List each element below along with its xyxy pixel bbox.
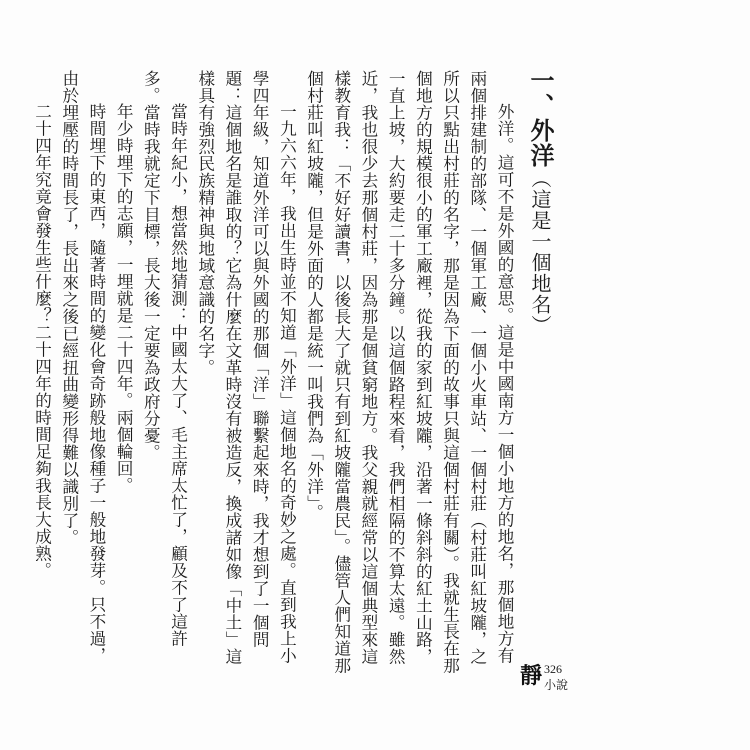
publisher-logo: 靜 [520,664,543,689]
page-footer [520,662,580,702]
paragraph: 時間埋下的東西，隨著時間的變化會奇跡般地像種子一般地發芽。只不過，由於埋壓的時間長了，長出來之後已經扭曲變形得難以識別了。 [59,70,106,665]
paragraph: 當時年紀小，想當然地猜測：中國太大了、毛主席太忙了，顧及不了這許多。當時我就定下目標，長大後一定要為政府分憂。 [141,70,188,648]
paragraph: 外洋。這可不是外國的意思。這是中國南方一個小地方的地名，那個地方有兩個排建制的部隊、一個軍工廠、一個小火車站、一個村莊（村莊叫紅坡隴，之所以只點出村莊的名字，那是因為下面的故事只與這個村莊有關）。我就生長在那個地方的規模很小的軍工廠裡，從我的家到紅坡隴，沿著一條斜斜的紅土山路，一直上坡，大約要走二十多分鐘。以這個路程來看，我們相隔的不算太遠。雖然近，我也很少去那個村莊，因為那是個貧窮地方。我父親就經常以這個典型來這樣教育我：「不好好讀書，以後長大了就只有到紅坡隴當農民」。儘管人們知道那個村莊叫紅坡隴，但是外面的人都是統一叫我們為「外洋」。 [304,70,514,674]
paragraph: 二十四年究竟會發生些什麼？二十四年的時間足夠我長大成熟。 [32,103,52,580]
series-label: 小說 [544,678,569,692]
paragraph: 一九六六年，我出生時並不知道「外洋」這個地名的奇妙之處。直到我上小學四年級，知道外洋可以與外國的那個「洋」聯繫起來時，我才想到了一個問題：這個地名是誰取的？它為什麼在文革時沒有被造反，換成諸如像「中土」這樣具有強烈民族精神與地域意識的名字。 [195,70,297,665]
chapter-title: 一、外洋 [526,68,554,168]
page-number: 326 [544,662,562,676]
chapter-body [32,70,518,680]
chapter-heading [523,68,557,336]
paragraph: 年少時埋下的志願，一埋就是二十四年。兩個輪回。 [114,103,134,495]
chapter-subtitle: （這是一個地名） [528,168,552,336]
